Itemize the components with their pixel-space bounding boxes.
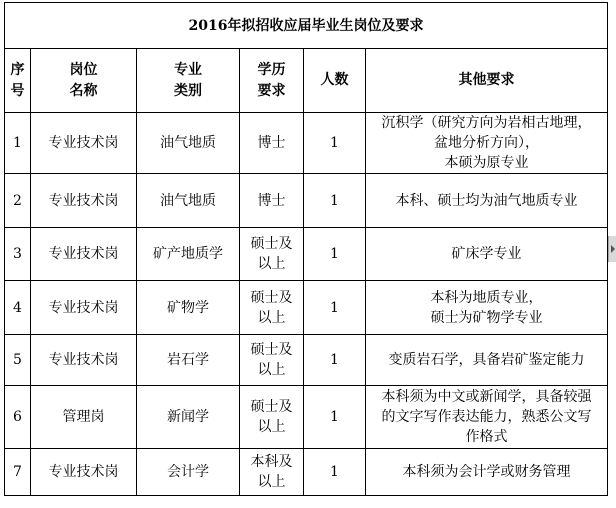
cell-seq: 2: [5, 174, 31, 228]
header-category: 专业 类别: [137, 49, 240, 113]
cell-count: 1: [304, 113, 366, 174]
cell-seq: 6: [5, 386, 31, 449]
header-seq: 序 号: [5, 49, 31, 113]
header-count: 人数: [304, 49, 366, 113]
header-education: 学历 要求: [240, 49, 304, 113]
cell-seq: 1: [5, 113, 31, 174]
cell-other: 本科须为会计学或财务管理: [366, 449, 608, 496]
cell-count: 1: [304, 449, 366, 496]
cell-education: 本科及 以上: [240, 449, 304, 496]
cell-other: 本科须为中文或新闻学，具备较强 的文字写作表达能力，熟悉公文写 作格式: [366, 386, 608, 449]
header-position: 岗位 名称: [31, 49, 137, 113]
table-row: [5, 335, 608, 386]
cell-count: 1: [304, 386, 366, 449]
cell-category: 油气地质: [137, 113, 240, 174]
cell-count: 1: [304, 228, 366, 281]
table-row: [5, 281, 608, 335]
cell-other: 矿床学专业: [366, 228, 608, 281]
cell-other: 本科为地质专业， 硕士为矿物学专业: [366, 281, 608, 335]
cell-count: 1: [304, 335, 366, 386]
cell-education: 硕士及 以上: [240, 281, 304, 335]
cell-position: 专业技术岗: [31, 335, 137, 386]
cell-position: 专业技术岗: [31, 228, 137, 281]
cell-position: 专业技术岗: [31, 113, 137, 174]
side-expand-tab[interactable]: [608, 236, 616, 262]
table-title: 2016年拟招收应届毕业生岗位及要求: [5, 3, 608, 49]
cell-seq: 5: [5, 335, 31, 386]
cell-position: 专业技术岗: [31, 281, 137, 335]
cell-other: 变质岩石学，具备岩矿鉴定能力: [366, 335, 608, 386]
header-other: 其他要求: [366, 49, 608, 113]
recruitment-table: [4, 2, 608, 496]
table-row: [5, 449, 608, 496]
table-row: [5, 113, 608, 174]
cell-category: 岩石学: [137, 335, 240, 386]
cell-count: 1: [304, 281, 366, 335]
cell-education: 博士: [240, 174, 304, 228]
cell-seq: 3: [5, 228, 31, 281]
cell-seq: 4: [5, 281, 31, 335]
cell-category: 矿产地质学: [137, 228, 240, 281]
cell-other: 本科、硕士均为油气地质专业: [366, 174, 608, 228]
cell-category: 矿物学: [137, 281, 240, 335]
cell-seq: 7: [5, 449, 31, 496]
cell-education: 博士: [240, 113, 304, 174]
table-row: [5, 386, 608, 449]
cell-other: 沉积学（研究方向为岩相古地理， 盆地分析方向）， 本硕为原专业: [366, 113, 608, 174]
cell-count: 1: [304, 174, 366, 228]
cell-category: 新闻学: [137, 386, 240, 449]
cell-position: 专业技术岗: [31, 449, 137, 496]
cell-category: 油气地质: [137, 174, 240, 228]
cell-education: 硕士及 以上: [240, 386, 304, 449]
cell-position: 专业技术岗: [31, 174, 137, 228]
cell-education: 硕士及 以上: [240, 228, 304, 281]
cell-category: 会计学: [137, 449, 240, 496]
cell-education: 硕士及 以上: [240, 335, 304, 386]
table-row: [5, 228, 608, 281]
cell-position: 管理岗: [31, 386, 137, 449]
table-row: [5, 174, 608, 228]
